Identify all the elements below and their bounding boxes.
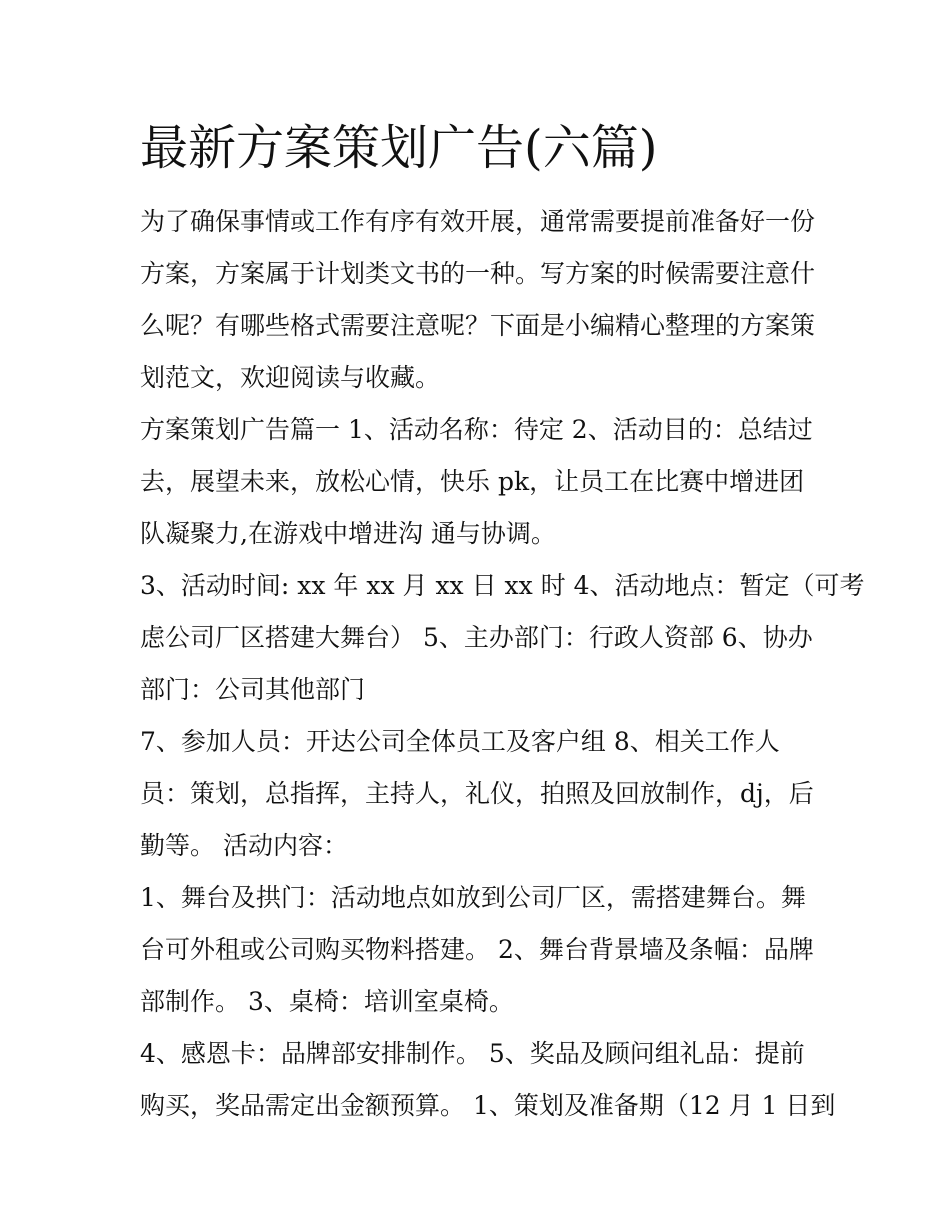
text-line: 队凝聚力,在游戏中增进沟 通与协调。 <box>140 519 556 548</box>
text-line: 划范文，欢迎阅读与收藏。 <box>140 363 441 392</box>
text-line: 员：策划，总指挥，主持人，礼仪，拍照及回放制作，dj，后 <box>140 779 814 808</box>
text-line: 勤等。 活动内容： <box>140 831 348 860</box>
text-line: 1、舞台及拱门：活动地点如放到公司厂区，需搭建舞台。舞 <box>140 883 806 912</box>
text-line: 台可外租或公司购买物料搭建。 2、舞台背景墙及条幅：品牌 <box>140 935 814 964</box>
text-line: 购买，奖品需定出金额预算。 1、策划及准备期（12 月 1 日到 <box>140 1091 836 1120</box>
body-text <box>140 196 865 1132</box>
text-line: 部门：公司其他部门 <box>140 675 366 704</box>
text-line: 方案策划广告篇一 1、活动名称：待定 2、活动目的：总结过 <box>140 415 813 444</box>
text-line: 7、参加人员：开达公司全体员工及客户组 8、相关工作人 <box>140 727 780 756</box>
text-line: 3、活动时间: xx 年 xx 月 xx 日 xx 时 4、活动地点：暂定（可考 <box>140 571 865 600</box>
text-line: 方案，方案属于计划类文书的一种。写方案的时候需要注意什 <box>140 259 816 288</box>
text-line: 么呢？有哪些格式需要注意呢？下面是小编精心整理的方案策 <box>140 311 816 340</box>
text-line: 去，展望未来，放松心情，快乐 pk，让员工在比赛中增进团 <box>140 467 805 496</box>
page-title: 最新方案策划广告(六篇) <box>140 120 658 176</box>
text-line: 部制作。 3、桌椅：培训室桌椅。 <box>140 987 514 1016</box>
text-line: 4、感恩卡：品牌部安排制作。 5、奖品及顾问组礼品：提前 <box>140 1039 805 1068</box>
text-line: 为了确保事情或工作有序有效开展，通常需要提前准备好一份 <box>140 207 816 236</box>
text-line: 虑公司厂区搭建大舞台） 5、主办部门：行政人资部 6、协办 <box>140 623 813 652</box>
